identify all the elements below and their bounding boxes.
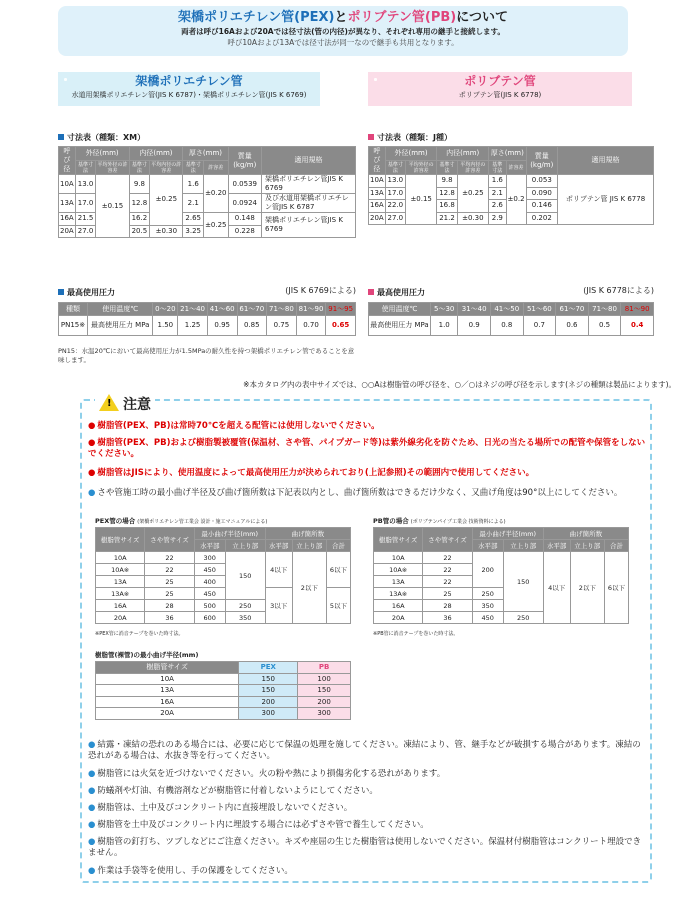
caution-item: ● 樹脂管はJISにより、使用温度によって最高使用圧力が決められており(上記参照)その範囲内で使用してください。 <box>88 468 535 478</box>
pex-header <box>58 72 320 106</box>
banner-line-1: 両者は呼び16Aおよび20Aでは径寸法(管の内径)が異なり、それぞれ専用の継手と接続します。 <box>181 27 505 36</box>
table-row: 13A※ 25 250 <box>374 588 629 600</box>
pex-bend-title: PEX管の場合 (架橋ポリエチレン管工業会 設計・施工マニュアルによる) <box>95 517 268 525</box>
banner-line-2: 呼び10Aおよび13Aでは径寸法が同一なので継手も共用となります。 <box>227 38 459 47</box>
pex-pres-table: 種類 使用温度℃ 0〜20 21〜40 41〜60 61〜70 71〜80 81〜90 91〜95 PN15※ 最高使用圧力 MPa 1.50 1.25 0.95 0.85 0.75 0.70 0.65 <box>58 302 356 336</box>
warning-icon <box>99 394 119 411</box>
pb-dim-table: 呼び径 外径(mm) 内径(mm) 厚さ(mm) 質量(kg/m) 適用規格 基準寸法 平均外径の許容差 基準寸法 平均内径の許容差 基準寸法 許容差 10A 13.0 ±0.15 9.8 ±0.25 1.6 ±0.2 0.053 ポリブテン管 JIS K 6778 13A 17.0 12.8 2.1 0.090 16A 22.0 16.8 2.6 0.146 20A 27.0 21.2 ±0.30 2.9 0.202 <box>368 146 654 225</box>
pb-title: ポリブテン管 <box>464 74 536 88</box>
table-row: 10A 13.0 ±0.15 9.8 ±0.25 1.6 ±0.20 0.0539 架橋ポリエチレン管JIS K 6769 <box>59 175 356 194</box>
caution-item: ● さや管施工時の最小曲げ半径及び曲げ箇所数は下記表以内とし、曲げ箇所数はできるだけ少なく、又曲げ角度は90°以上にしてください。 <box>88 488 623 498</box>
square-icon <box>368 289 374 295</box>
pb-dim-title: 寸法表（種類：J種） <box>368 132 452 143</box>
pex-dim-table: 呼び径 外径(mm) 内径(mm) 厚さ(mm) 質量(kg/m) 適用規格 基準寸法 平均外径の許容差 基準寸法 平均内径の許容差 基準寸法 許容差 10A 13.0 ±0.15 9.8 ±0.25 1.6 ±0.20 0.0539 架橋ポリエチレン管JIS K 6769 13A 17.0 12.8 2.1 0.0924 及び水道用架橋ポリエチレン管JIS K 6787 16A 21.5 16.2 2.65 ±0.25 0.148 架橋ポリエチレン管JIS K 6769 20A 27.0 20.5 ±0.30 3.25 0.228 <box>58 146 356 238</box>
table-row: 最高使用圧力 MPa 1.0 0.9 0.8 0.7 0.6 0.5 0.4 <box>369 316 654 336</box>
pb-pres-title: 最高使用圧力 <box>368 287 425 298</box>
table-row: 13A 17.0 12.8 2.1 0.0924 及び水道用架橋ポリエチレン管JIS K 6787 <box>59 194 356 213</box>
pex-bend-table: 樹脂管サイズ さや管サイズ 最小曲げ半径(mm) 曲げ箇所数 水平部 立上り部 水平部 立上り部 合計 10A 22 300 150 4以下 2以下 6以下 10A※ 22 450 13A 25 400 13A※ 25 450 3以下 5以下 16A 28 500 250 20A 36 600 350 <box>95 527 351 624</box>
square-icon <box>368 134 374 140</box>
pb-pres-ref: (JIS K 6778による) <box>583 286 654 295</box>
table-row: 10A 150 100 <box>96 673 351 685</box>
table-row: 20A 27.0 21.2 ±0.30 2.9 0.202 <box>369 212 654 225</box>
table-row: 10A 13.0 ±0.15 9.8 ±0.25 1.6 ±0.2 0.053 ポリブテン管 JIS K 6778 <box>369 175 654 188</box>
pb-header <box>368 72 632 106</box>
caution-item: ● 樹脂管を土中及びコンクリート内に埋設する場合には必ずさや管で養生してください。 <box>88 820 429 830</box>
caution-item: ● 作業は手袋等を使用し、手の保護をしてください。 <box>88 866 293 876</box>
table-row: 16A 28 350 <box>374 600 629 612</box>
table-row: 20A 36 450 250 <box>374 612 629 624</box>
table-row: 13A 17.0 12.8 2.1 0.090 <box>369 187 654 200</box>
square-icon <box>58 289 64 295</box>
pex-dim-title: 寸法表（種類：XM） <box>58 132 145 143</box>
pb-bend-title: PB管の場合 (ポリブテンパイプ工業会 技術資料による) <box>373 517 506 525</box>
table-row: 10A※ 22 <box>374 564 629 576</box>
table-row: 10A※ 22 450 <box>96 564 351 576</box>
intro-banner <box>58 6 628 56</box>
caution-item: ● 樹脂管は、土中及びコンクリート内に直接埋設しないでください。 <box>88 803 353 813</box>
square-icon <box>58 134 64 140</box>
table-row: 13A 25 400 <box>96 576 351 588</box>
pex-pres-ref: (JIS K 6769による) <box>285 286 356 295</box>
table-row: 20A 300 300 <box>96 708 351 720</box>
pex-subtitle: 水道用架橋ポリエチレン管(JIS K 6787)・架橋ポリエチレン管(JIS K 6769) <box>71 91 307 99</box>
table-row: 10A 22 200 150 4以下 2以下 6以下 <box>374 552 629 564</box>
table-row: 20A 27.0 20.5 ±0.30 3.25 0.228 <box>59 225 356 238</box>
caution-item: ● 樹脂管(PEX、PB)および樹脂製被覆管(保温材、さや管、パイプガード等)は紫外線劣化を防ぐため、日光の当たる場所での配管や保管をしないでください。 <box>88 438 646 459</box>
table-row: 13A 150 150 <box>96 685 351 697</box>
table-row: 20A 36 600 350 <box>96 612 351 624</box>
caution-item: ● 樹脂管(PEX、PB)は常時70℃を超える配管には使用しないでください。 <box>88 421 380 431</box>
table-row: 16A 21.5 16.2 2.65 ±0.25 0.148 架橋ポリエチレン管JIS K 6769 <box>59 213 356 226</box>
pex-bend-note: ※PEX管に消音テープを巻いた時寸法。 <box>95 631 184 637</box>
table-row: 16A 22.0 16.8 2.6 0.146 <box>369 200 654 213</box>
pex-pres-note: PN15：水温20℃において最高使用圧力が1.5MPaの耐久性を持つ架橋ポリエチレン管であることを意味します。 <box>58 347 355 364</box>
table-row: 10A 22 300 150 4以下 2以下 6以下 <box>96 552 351 564</box>
caution-item: ● 樹脂管には火気を近づけないでください。火の粉や熱により損傷劣化する恐れがあります。 <box>88 769 446 779</box>
pb-bend-table: 樹脂管サイズ さや管サイズ 最小曲げ半径(mm) 曲げ箇所数 水平部 立上り部 水平部 立上り部 合計 10A 22 200 150 4以下 2以下 6以下 10A※ 22 13A 22 13A※ 25 250 16A 28 350 20A 36 450 250 <box>373 527 629 624</box>
pb-pres-table: 使用温度℃ 5〜30 31〜40 41〜50 51〜60 61〜70 71〜80 81〜90 最高使用圧力 MPa 1.0 0.9 0.8 0.7 0.6 0.5 0.4 <box>368 302 654 336</box>
pex-title: 架橋ポリエチレン管 <box>135 74 243 88</box>
radius-table: 樹脂管サイズ PEX PB 10A 150 100 13A 150 150 16A 200 200 20A 300 300 <box>95 661 351 720</box>
pb-bend-note: ※PB管に消音テープを巻いた時寸法。 <box>373 631 459 637</box>
pb-subtitle: ポリブテン管(JIS K 6778) <box>458 91 542 99</box>
table-row: 13A 22 <box>374 576 629 588</box>
catalog-note: ※本カタログ内の表中サイズでは、○○Aは樹脂管の呼び径を、○／○はネジの呼び径を示します(ネジの種類は製品によります)。 <box>243 380 676 389</box>
caution-item: ● 防蟻剤や灯油、有機溶剤などが樹脂管に付着しないようにしてください。 <box>88 786 378 796</box>
table-row: 16A 200 200 <box>96 696 351 708</box>
radius-title: 樹脂管(裸管)の最小曲げ半径(mm) <box>95 651 199 659</box>
table-row: PN15※ 最高使用圧力 MPa 1.50 1.25 0.95 0.85 0.75 0.70 0.65 <box>59 316 356 336</box>
caution-title: !注意 <box>95 394 155 414</box>
caution-item: ● 樹脂管の釘打ち、ツブしなどにご注意ください。キズや座屈の生じた樹脂管は使用しないでください。保温材付樹脂管はコンクリート埋設できません。 <box>88 837 642 858</box>
table-row: 13A※ 25 450 3以下 5以下 <box>96 588 351 600</box>
banner-title: 架橋ポリエチレン管(PEX)とポリブテン管(PB)について <box>178 10 508 25</box>
table-row: 16A 28 500 250 <box>96 600 351 612</box>
pex-pres-title: 最高使用圧力 <box>58 287 115 298</box>
caution-item: ● 結露・凍結の恐れのある場合には、必要に応じて保温の処理を施してください。凍結により、管、継手などが破損する場合があります。凍結の恐れがある場合は、水抜き等を行ってください。 <box>88 740 641 761</box>
